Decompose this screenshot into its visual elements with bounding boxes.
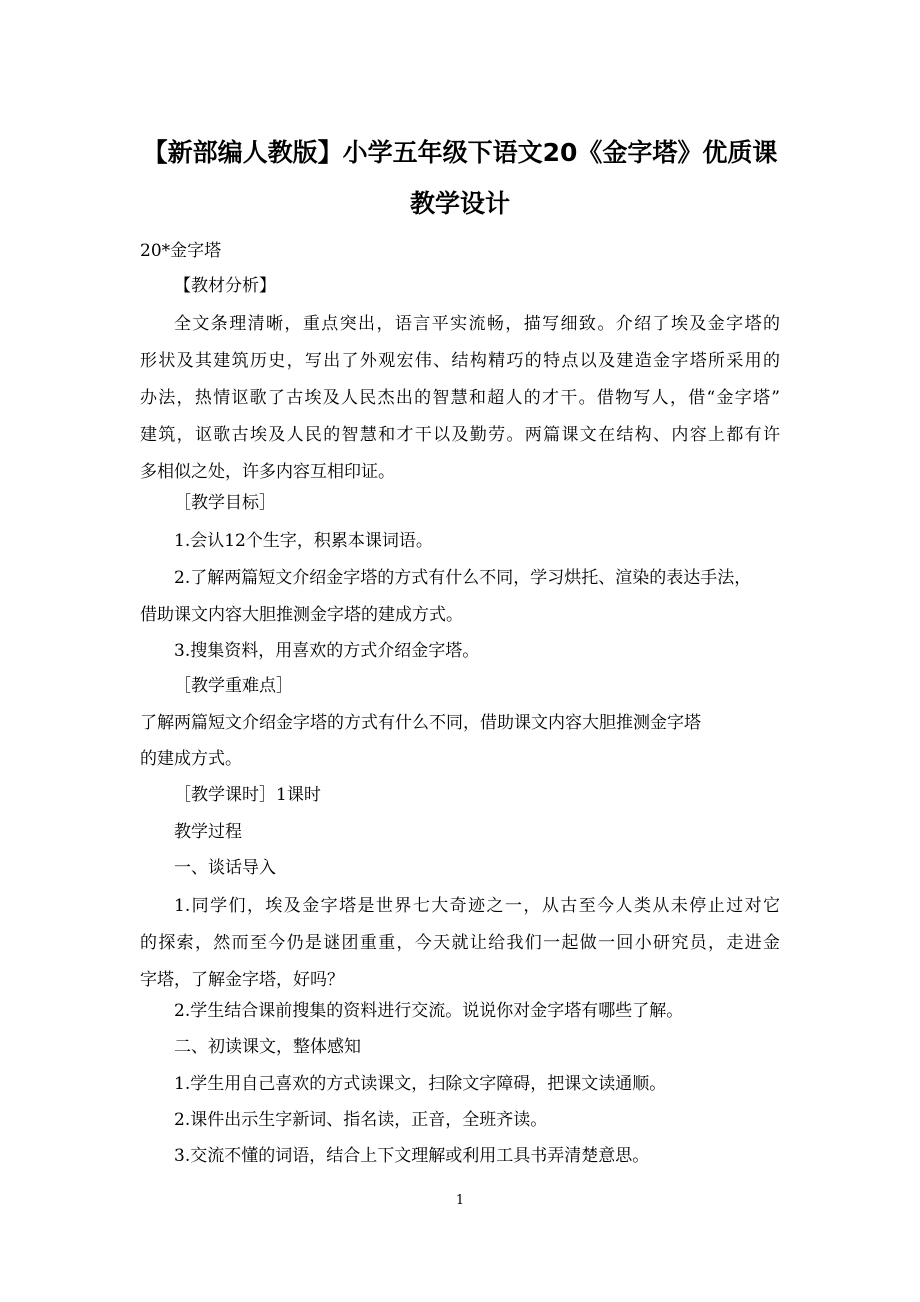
part-2-item-3: 3.交流不懂的词语，结合上下文理解或利用工具书弄清楚意思。 (174, 1146, 650, 1166)
section-heading-key-points: ［教学重难点］ (174, 676, 293, 696)
part-1-title: 一、谈话导入 (174, 858, 276, 878)
paragraph-line: 的建成方式。 (140, 749, 242, 769)
paragraph-line: 了解两篇短文介绍金字塔的方式有什么不同，借助课文内容大胆推测金字塔 (140, 713, 701, 733)
document-title-line-1: 【新部编人教版】小学五年级下语文20《金字塔》优质课 (142, 138, 778, 167)
paragraph-line: 借助课文内容大胆推测金字塔的建成方式。 (140, 605, 463, 625)
part-1-item-2: 2.学生结合课前搜集的资料进行交流。说说你对金字塔有哪些了解。 (174, 1001, 684, 1021)
document-title-line-2: 教学设计 (409, 189, 510, 218)
section-heading-objectives: ［教学目标］ (174, 493, 276, 513)
part-2-item-1: 1.学生用自己喜欢的方式读课文，扫除文字障碍，把课文读通顺。 (174, 1074, 667, 1094)
section-heading-hours: ［教学课时］1课时 (174, 785, 321, 805)
section-heading-process: 教学过程 (174, 822, 242, 842)
part-2-item-2: 2.课件出示生字新词、指名读，正音，全班齐读。 (174, 1110, 548, 1130)
paragraph-line: 建筑，讴歌古埃及人民的智慧和才干以及勤劳。两篇课文在结构、内容上都有许 (140, 425, 780, 445)
part-2-title: 二、初读课文，整体感知 (174, 1037, 361, 1057)
paragraph-line: 全文条理清晰，重点突出，语言平实流畅，描写细致。介绍了埃及金字塔的 (174, 314, 780, 334)
paragraph-line: 2.了解两篇短文介绍金字塔的方式有什么不同，学习烘托、渲染的表达手法， (174, 568, 752, 588)
objective-item-1: 1.会认12个生字，积累本课词语。 (174, 531, 433, 551)
paragraph-line: 多相似之处，许多内容互相印证。 (140, 462, 395, 482)
section-heading-material-analysis: 【教材分析】 (174, 276, 276, 296)
page-number: 1 (455, 1193, 465, 1208)
lesson-heading: 20*金字塔 (140, 241, 222, 261)
objective-item-3: 3.搜集资料，用喜欢的方式介绍金字塔。 (174, 641, 480, 661)
paragraph-line: 的探索，然而至今仍是谜团重重，今天就让给我们一起做一回小研究员，走进金 (140, 933, 780, 953)
paragraph-line: 1.同学们，埃及金字塔是世界七大奇迹之一，从古至今人类从未停止过对它 (174, 896, 780, 916)
paragraph-line: 办法，热情讴歌了古埃及人民杰出的智慧和超人的才干。借物写人，借“金字塔” (140, 388, 780, 408)
paragraph-line: 字塔，了解金字塔，好吗？ (140, 970, 344, 990)
paragraph-line: 形状及其建筑历史，写出了外观宏伟、结构精巧的特点以及建造金字塔所采用的 (140, 351, 780, 371)
